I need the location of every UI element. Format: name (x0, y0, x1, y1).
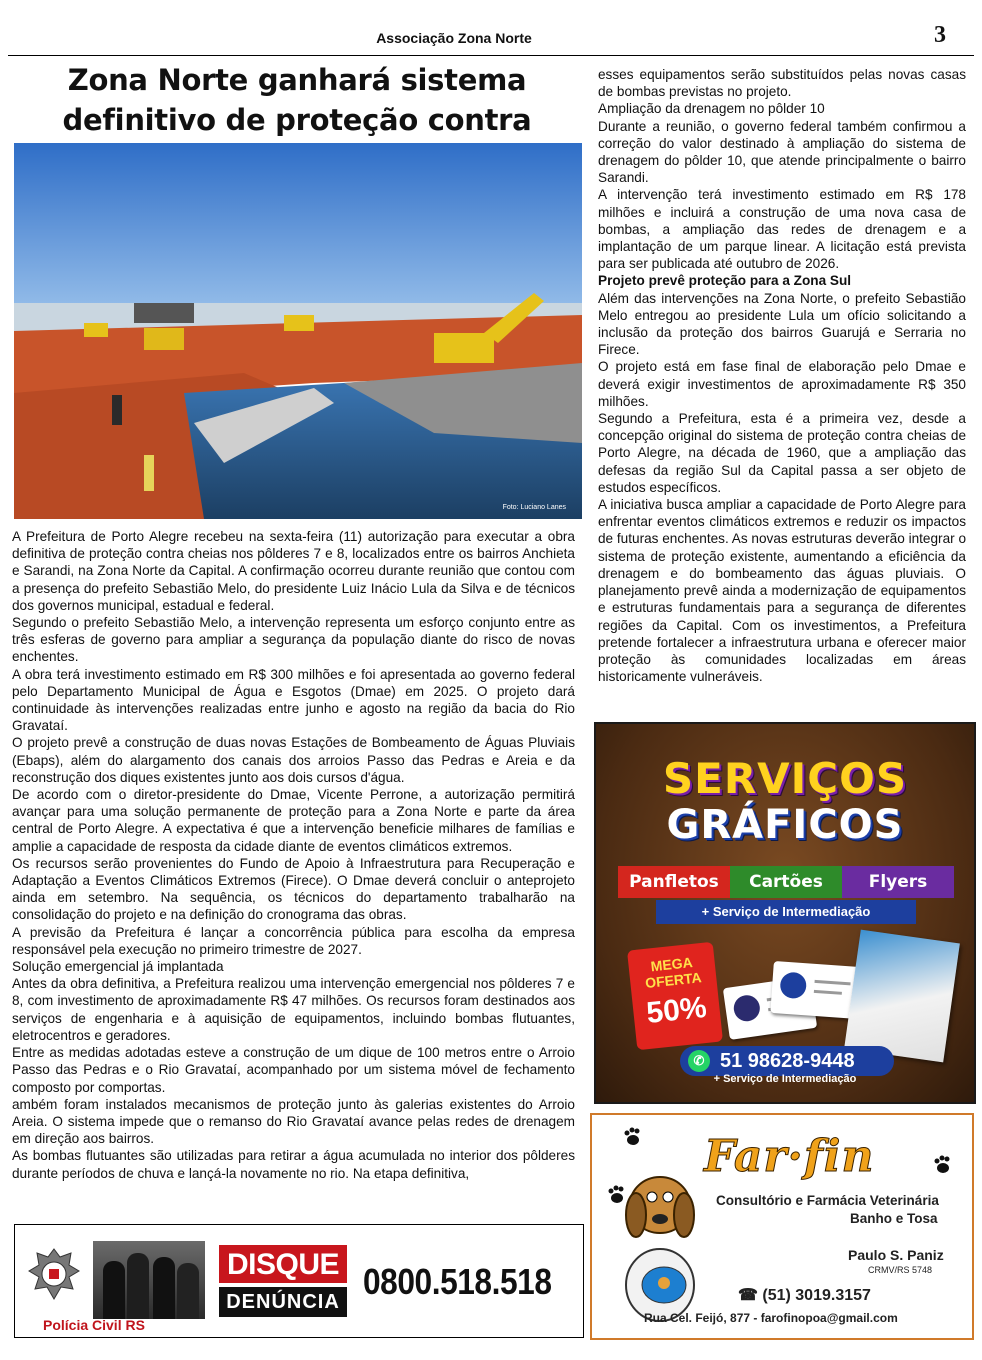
paragraph: Antes da obra definitiva, a Prefeitura realizou uma intervenção emergencial nos pôlderes 7 e 8, com investimento de aproximadamente R$ 47 milhões. Os recursos foram destinados aos serviços de engenharia e à aquisição de equipamentos, incluindo bombas flutuantes, eletrocentros e geradores. (12, 976, 575, 1043)
paw-icon (606, 1183, 628, 1205)
oferta-label: OFERTA (644, 969, 703, 991)
header-rule (8, 55, 974, 56)
article-photo (14, 143, 582, 519)
paragraph: A Prefeitura de Porto Alegre recebeu na sexta-feira (11) autorização para executar a obra definitiva de proteção contra cheias nos pôlderes 7 e 8, localizados entre os bairros Anchieta e Sarandi, na Zona Norte da Capital. A confirmação ocorreu durante reunião que contou com a presença do prefeito Sebastião Melo, do presidente Luiz Inácio Lula da Silva e de técnicos dos governos municipal, estadual e federal. (12, 529, 575, 613)
business-card (770, 961, 861, 1019)
discount-label: 50% (644, 990, 709, 1030)
paragraph: Entre as medidas adotadas esteve a construção de um dique de 100 metros entre o Arroio Passo das Pedras e o Rio Gravataí, acompanhado por um sistema móvel de fechamento composto por comportas. (12, 1045, 575, 1095)
article-column-right (598, 66, 966, 685)
mega-oferta-badge (627, 942, 723, 1050)
grafica-title-1: SERVIÇOS (662, 754, 908, 803)
header-section-title: Associação Zona Norte (376, 30, 532, 46)
grafica-phone-sub: + Serviço de Intermediação (713, 1073, 857, 1085)
paragraph: Durante a reunião, o governo federal também confirmou a correção do valor destinado à ampliação do sistema de drenagem do pôlder 10, que atende principalmente o bairro Sarandi. (598, 118, 966, 186)
ad-policia-civil[interactable] (14, 1224, 584, 1338)
grafica-phone-number: 51 98628-9448 (720, 1050, 855, 1072)
telephone-icon: ☎ (738, 1287, 763, 1304)
paragraph: As bombas flutuantes são utilizadas para retirar a água acumulada no interior dos pôlderes durante períodos de chuva e lançá-la novamente no rio. Na etapa definitiva, (12, 1148, 575, 1181)
subheading: Ampliação da drenagem no pôlder 10 (598, 101, 825, 117)
vet-subtitle-1: Consultório e Farmácia Veterinária (716, 1193, 939, 1208)
vet-address: Rua Cel. Feijó, 877 - farofinopoa@gmail.com (644, 1311, 898, 1325)
page-number: 3 (934, 22, 946, 48)
grafica-phone (680, 1046, 894, 1076)
paw-icon (932, 1153, 954, 1175)
brochure (844, 930, 960, 1063)
dog-mascot-icon (602, 1135, 712, 1325)
disque-label: DISQUE (219, 1245, 347, 1283)
police-badge-icon (27, 1247, 81, 1307)
paragraph: Os recursos serão provenientes do Fundo de Apoio à Infraestrutura para Recuperação e Adaptação a Eventos Climáticos Extremos (Firece). O Dmae deverá concluir o anteprojeto ainda em setembro. Na sequência, os técnicos do departamento trabalharão na consolidação do projeto e na definição do cronograma das obras. (12, 855, 575, 923)
photo-credit: Foto: Luciano Lanes (502, 504, 566, 511)
mega-label: MEGA (649, 954, 694, 975)
paragraph: A iniciativa busca ampliar a capacidade de Porto Alegre para enfrentar eventos climáticos extremos e reduzir os impactos de futuras enchentes. As novas estruturas deverão integrar o sistema de proteção existente, aumentando a eficiência da drenagem e do bombeamento das águas pluviais. O planejamento prevê ainda a modernização de equipamentos e estruturas fundamentais para a segurança de diferentes regiões da Capital. Com os investimentos, a Prefeitura pretende fortalecer a infraestrutura urbana e oferecer maior proteção às comunidades localizadas em áreas historicamente vulneráveis. (598, 497, 967, 685)
vet-phone-number: (51) 3019.3157 (762, 1287, 871, 1304)
article-column-left (12, 528, 575, 1182)
ad-farofino-vet[interactable] (590, 1113, 974, 1340)
paragraph: O projeto está em fase final de elaboração pelo Dmae e deverá exigir investimentos de aproximadamente R$ 350 milhões. (598, 359, 966, 409)
vet-doctor-name: Paulo S. Paniz (848, 1247, 944, 1263)
grafica-intermediacao: + Serviço de Intermediação (656, 900, 916, 924)
paw-icon (622, 1125, 644, 1147)
farofino-logo: Far·fin (704, 1131, 875, 1182)
paragraph: O projeto prevê a construção de duas novas Estações de Bombeamento de Águas Pluviais (Ebaps), além do alargamento dos canais dos arroios Passo das Pedras e Areia e da reconstrução dos diques existentes junto aos dois cursos d'água. (12, 735, 575, 785)
police-phone: 0800.518.518 (363, 1261, 552, 1302)
paragraph: ambém foram instalados mecanismos de proteção junto às galerias existentes do Arroio Areia. O sistema impede que o remanso do Rio Gravataí avance pelas redes de drenagem em direção aos bairros. (12, 1096, 575, 1147)
paragraph: A obra terá investimento estimado em R$ 300 milhões e foi apresentada ao governo federal pelo Departamento Municipal de Água e Esgotos (Dmae) em 2025. O projeto dará continuidade às intervenções realizadas entre junho e agosto na região da bacia do Rio Gravataí. (12, 666, 575, 734)
vet-subtitle-2: Banho e Tosa (850, 1211, 938, 1226)
paragraph: A previsão da Prefeitura é lançar a concorrência pública para escolha da empresa responsável pela execução no primeiro trimestre de 2027. (12, 924, 575, 957)
headline-line-1: Zona Norte ganhará sistema (67, 63, 527, 97)
disque-denuncia-logo (219, 1245, 347, 1317)
paragraph: Segundo o prefeito Sebastião Melo, a intervenção representa um esforço conjunto entre as três esferas de governo para ampliar a segurança da população diante do risco de novas enchentes. (12, 615, 575, 665)
ad-servicos-graficos[interactable] (594, 722, 976, 1104)
service-panfletos: Panfletos (618, 866, 730, 898)
paragraph: esses equipamentos serão substituídos pelas novas casas de bombas previstas no projeto. (598, 67, 966, 100)
headline-line-2: definitivo de proteção contra (62, 103, 532, 137)
denuncia-label: DENÚNCIA (219, 1287, 347, 1317)
service-flyers: Flyers (842, 866, 954, 898)
paragraph: Segundo a Prefeitura, esta é a primeira vez, desde a concepção original do sistema de proteção contra cheias de Porto Alegre, na década de 1960, que a ampliação das defesas da região Sul da Capital passa a ser objeto de estudos específicos. (598, 411, 966, 495)
grafica-services-bar (618, 866, 954, 898)
vet-crmv: CRMV/RS 5748 (868, 1265, 933, 1275)
paragraph: Além das intervenções na Zona Norte, o prefeito Sebastião Melo entregou ao presidente Lula um ofício solicitando a inclusão da proteção dos bairros Guarujá e Serraria no Firece. (598, 290, 966, 358)
grafica-title-2: GRÁFICOS (666, 802, 904, 848)
police-officers-photo (93, 1241, 205, 1319)
paragraph: De acordo com o diretor-presidente do Dmae, Vicente Perrone, a autorização permitirá avançar para uma solução permanente de proteção para a Zona Norte e parte da área central de Porto Alegre. A expectativa é que a intervenção beneficie milhares de famílias e amplie a capacidade de resposta da cidade diante de eventos climáticos extremos. (12, 787, 575, 854)
whatsapp-icon: ✆ (688, 1050, 710, 1072)
vet-phone (738, 1285, 871, 1305)
police-name: Polícia Civil RS (43, 1317, 145, 1333)
paragraph: A intervenção terá investimento estimado em R$ 178 milhões e incluirá a construção de uma nova casa de bombas, a ampliação das redes de drenagem e a implantação de um parque linear. A licitação está prevista para ser publicada até outubro de 2026. (598, 187, 966, 272)
service-cartoes: Cartões (730, 866, 842, 898)
subheading: Solução emergencial já implantada (12, 959, 224, 975)
subheading-bold: Projeto prevê proteção para a Zona Sul (598, 273, 852, 289)
